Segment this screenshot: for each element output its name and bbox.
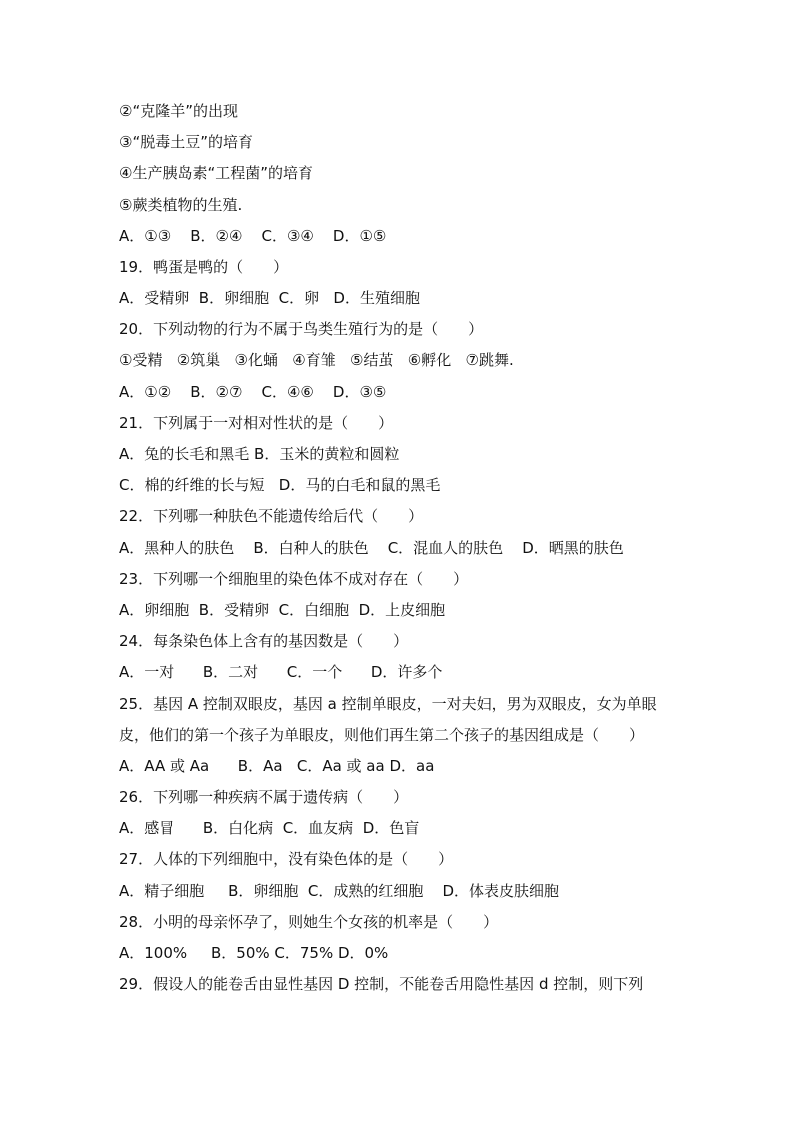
answer-choices: A．卵细胞 B．受精卵 C．白细胞 D．上皮细胞 xyxy=(119,601,446,619)
question-22: 22．下列哪一种肤色不能遗传给后代（ ） xyxy=(119,507,424,525)
answer-choices: A．①③ B．②④ C．③④ D．①⑤ xyxy=(119,227,387,245)
question-23: 23．下列哪一个细胞里的染色体不成对存在（ ） xyxy=(119,570,469,588)
answer-choices: C．棉的纤维的长与短 D．马的白毛和鼠的黑毛 xyxy=(119,476,441,494)
question-19: 19．鸭蛋是鸭的（ ） xyxy=(119,258,289,276)
answer-choices: A．兔的长毛和黑毛 B．玉米的黄粒和圆粒 xyxy=(119,445,400,463)
question-24: 24．每条染色体上含有的基因数是（ ） xyxy=(119,632,409,650)
answer-choices: A．一对 B．二对 C．一个 D．许多个 xyxy=(119,663,443,681)
answer-choices: A．①② B．②⑦ C．④⑥ D．③⑤ xyxy=(119,383,387,401)
answer-choices: A．感冒 B．白化病 C．血友病 D．色盲 xyxy=(119,819,420,837)
question-21: 21．下列属于一对相对性状的是（ ） xyxy=(119,414,394,432)
option-line: ⑤蕨类植物的生殖. xyxy=(119,196,243,214)
answer-choices: A．受精卵 B．卵细胞 C．卵 D．生殖细胞 xyxy=(119,289,420,307)
question-27: 27．人体的下列细胞中，没有染色体的是（ ） xyxy=(119,850,454,868)
answer-choices: A．精子细胞 B．卵细胞 C．成熟的红细胞 D．体表皮肤细胞 xyxy=(119,882,560,900)
question-25-cont: 皮，他们的第一个孩子为单眼皮，则他们再生第二个孩子的基因组成是（ ） xyxy=(119,726,645,744)
option-line: ②“克隆羊”的出现 xyxy=(119,102,238,120)
question-29: 29．假设人的能卷舌由显性基因 D 控制，不能卷舌用隐性基因 d 控制，则下列 xyxy=(119,975,644,993)
option-line: ④生产胰岛素“工程菌”的培育 xyxy=(119,164,313,182)
question-20: 20．下列动物的行为不属于鸟类生殖行为的是（ ） xyxy=(119,320,484,338)
answer-choices: A．AA 或 Aa B．Aa C．Aa 或 aa D．aa xyxy=(119,757,435,775)
question-25: 25．基因 A 控制双眼皮，基因 a 控制单眼皮，一对夫妇，男为双眼皮，女为单眼 xyxy=(119,695,657,713)
question-28: 28．小明的母亲怀孕了，则她生个女孩的机率是（ ） xyxy=(119,913,499,931)
option-line: ③“脱毒土豆”的培育 xyxy=(119,133,253,151)
answer-choices: A．黑种人的肤色 B．白种人的肤色 C．混血人的肤色 D．晒黑的肤色 xyxy=(119,539,624,557)
option-line: ①受精 ②筑巢 ③化蛹 ④育雏 ⑤结茧 ⑥孵化 ⑦跳舞. xyxy=(119,351,514,369)
answer-choices: A．100% B．50% C．75% D．0% xyxy=(119,944,389,962)
question-26: 26．下列哪一种疾病不属于遗传病（ ） xyxy=(119,788,409,806)
